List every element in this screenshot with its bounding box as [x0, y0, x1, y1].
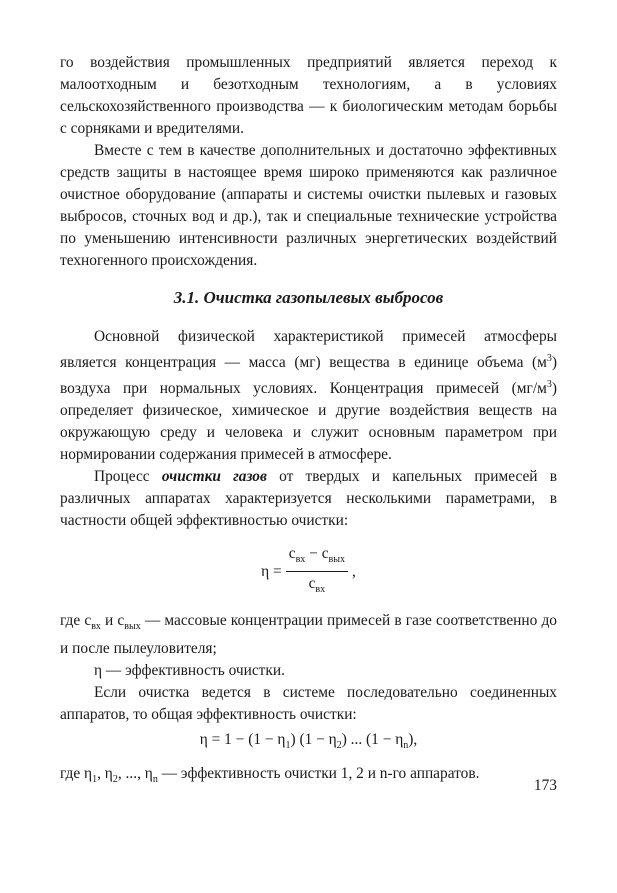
- page-content: [60, 52, 557, 791]
- paragraph-gas-cleaning: Процесс очистки газов от твердых и капельных примесей в различных аппаратах характеризуется несколькими параметрами, в частности общей эффективностью очистки:: [60, 468, 557, 530]
- paragraph-intro-tail: го воздействия промышленных предприятий является переход к малоотходным и безотходным технологиям, а в условиях сельскохозяйственного производства — к биологическим методам борьбы с сорняками и вредителями.: [60, 54, 557, 137]
- page-number: 173: [533, 777, 557, 794]
- total-efficiency-formula: $\eta = 1 - (1 - \eta_1)$ $(1 - \eta_2)$ ... $(1 - \eta_n)$,: [199, 731, 418, 752]
- paragraph-where-concentrations: где $с_{вх}$ и $с_{вых}$ — массовые концентрации примесей в газе соответственно до и после пылеуловителя;: [60, 612, 558, 658]
- paragraph-where-eta: где $\eta_1$, $\eta_2$, ..., $\eta_n$ — эффективность очистки 1, 2 и n-го аппаратов.: [60, 764, 480, 785]
- paragraph-concentration: Основной физической характеристикой примесей атмосферы является концентрация — масса (мг) вещества в единице объема $(м^3)$ воздуха при нормальных условиях. Концентрация примесей $(мг/м^3)$ определяет физическое, химическое и другие воздействия веществ на окружающую среду и человека и служит основным параметром при нормировании содержания примесей в атмосфере.: [60, 328, 557, 464]
- efficiency-formula: η = $\frac{c_{вх} - c_{вых}}{c_{вх}}$ ,: [261, 545, 356, 596]
- paragraph-protection-means: Вместе с тем в качестве дополнительных и достаточно эффективных средств защиты в настоящее время широко применяются как различное очистное оборудование (аппараты и системы очистки пылевых и газовых выбросов, сточных вод и др.), так и специальные технические устройства по уменьшению интенсивности различных энергетических воздействий техногенного происхождения.: [60, 142, 557, 269]
- paragraph-eta-definition: η — эффективность очистки.: [94, 662, 285, 680]
- paragraph-series-system: Если очистка ведется в системе последовательно соединенных аппаратов, то общая эффективность очистки:: [60, 684, 557, 724]
- section-heading: 3.1. Очистка газопылевых выбросов: [173, 288, 444, 307]
- term-gas-cleaning: очистки газов: [161, 468, 267, 486]
